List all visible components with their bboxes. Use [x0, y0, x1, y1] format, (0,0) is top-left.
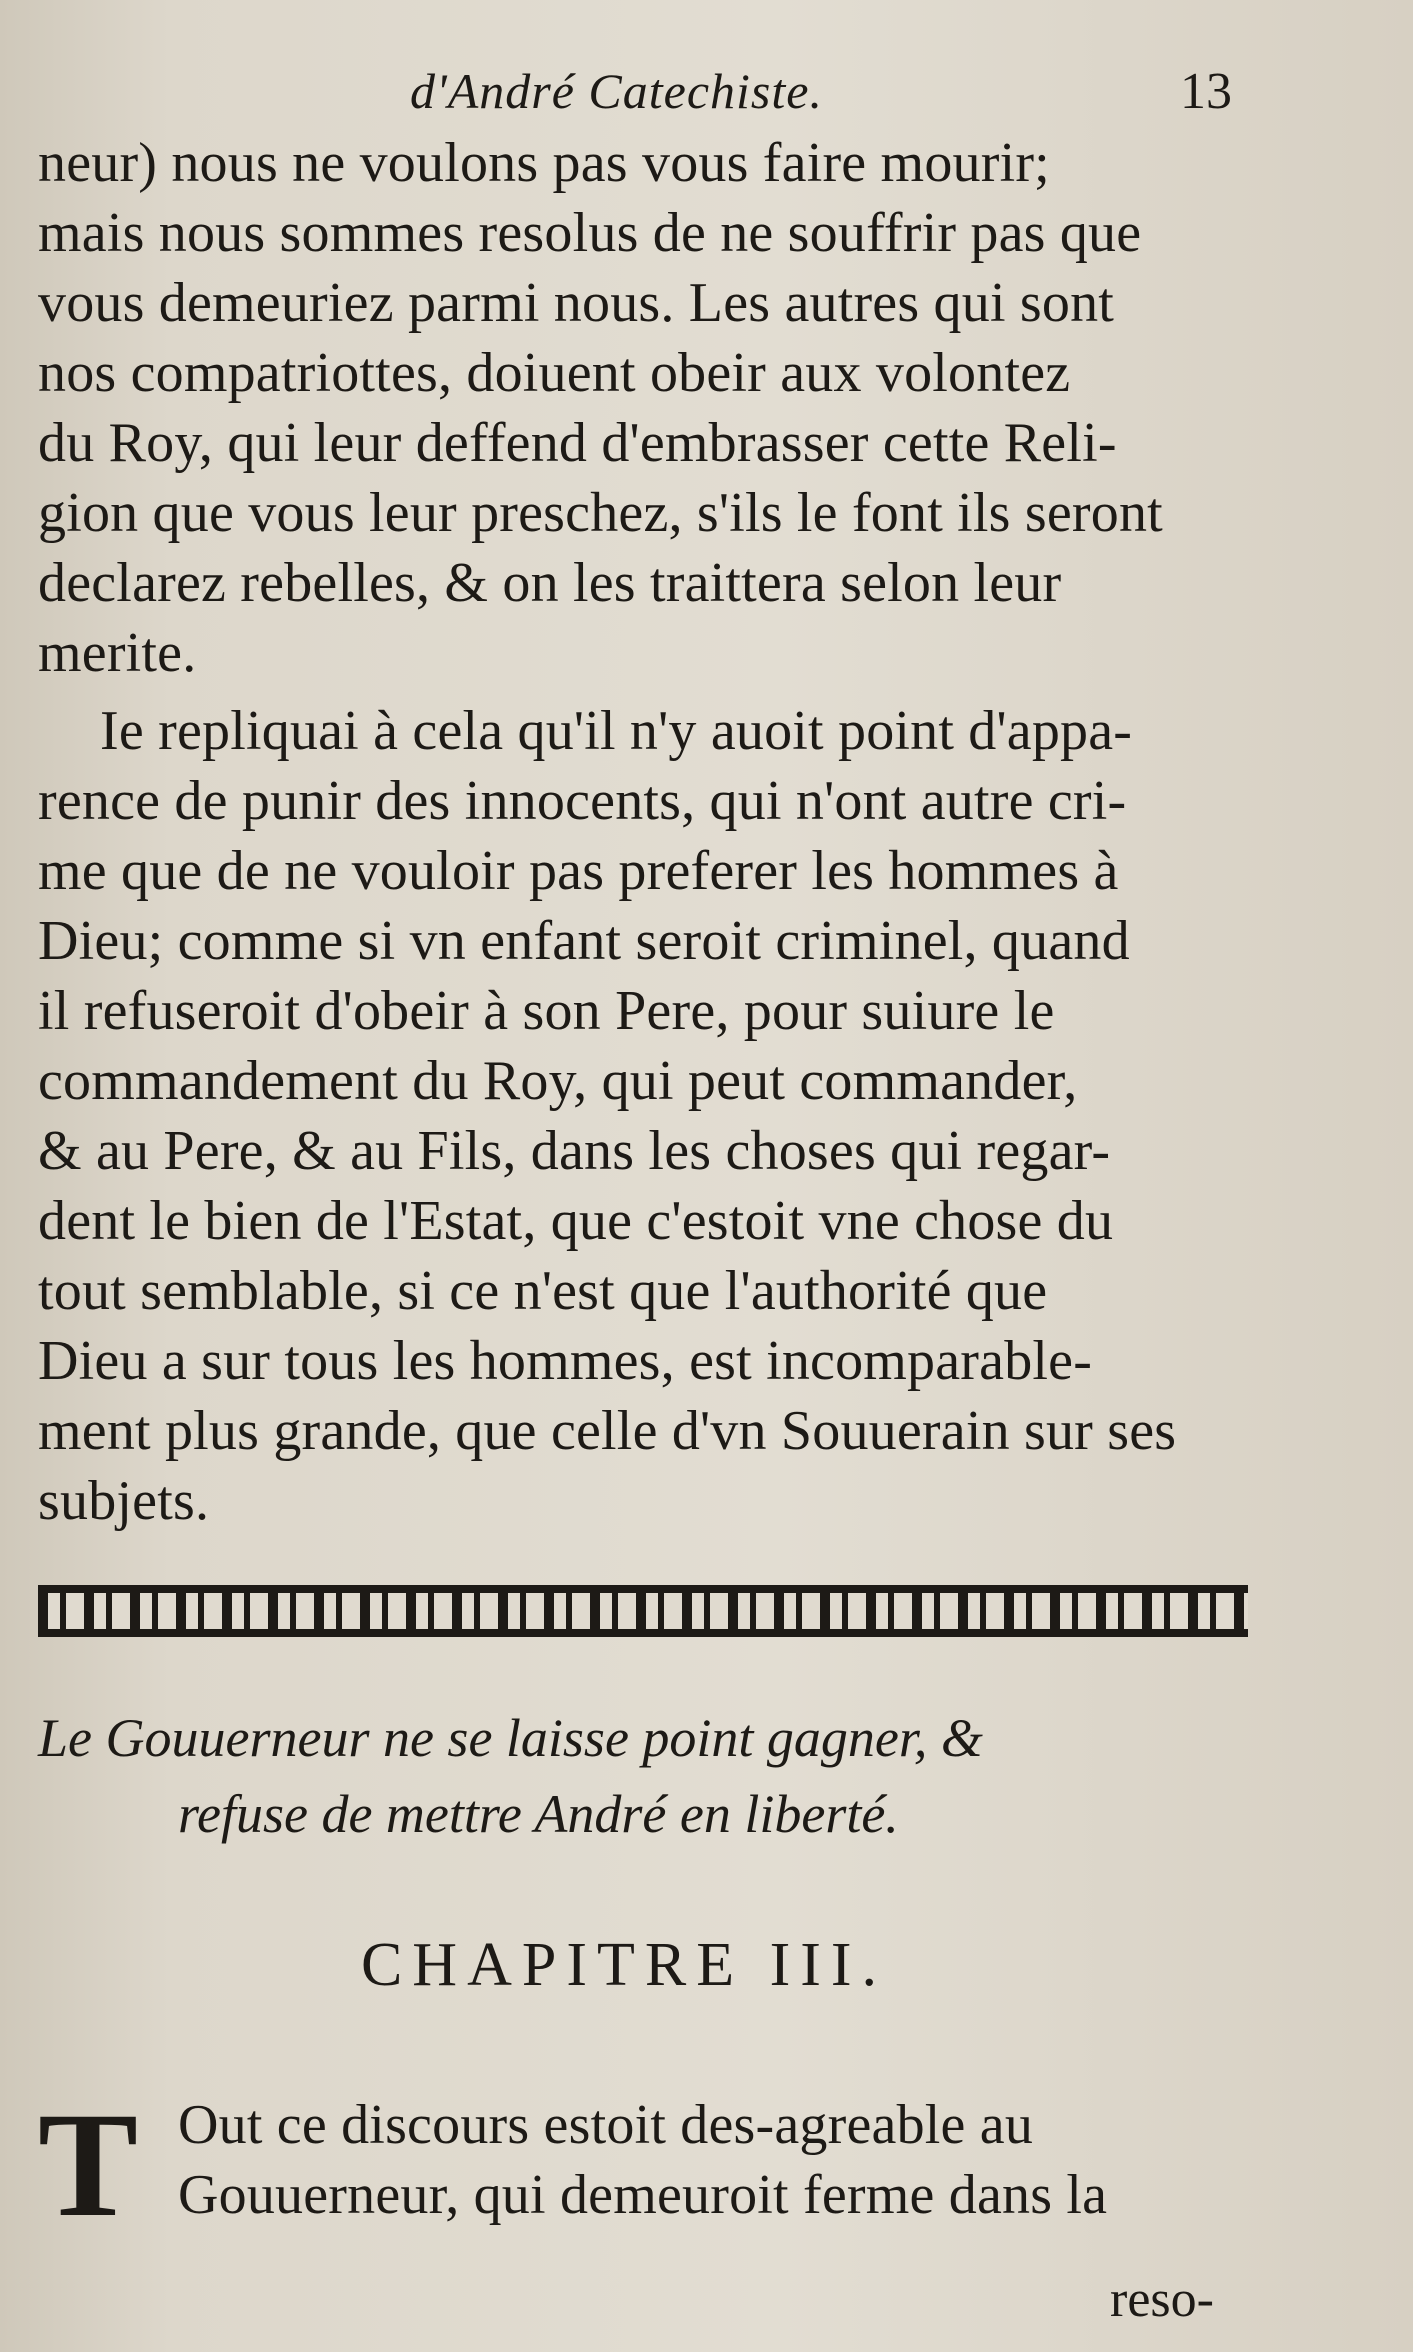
text-line: gion que vous leur preschez, s'ils le font ils seront [38, 482, 1163, 544]
text-line: Ie repliquai à cela qu'il n'y auoit point d'appa- [100, 700, 1133, 762]
text-line: declarez rebelles, & on les traittera selon leur [38, 552, 1062, 614]
text-line: merite. [38, 622, 197, 684]
text-line: & au Pere, & au Fils, dans les choses qui regar- [38, 1120, 1111, 1182]
running-head: d'André Catechiste. [410, 63, 823, 119]
page-number: 13 [1180, 63, 1232, 120]
text-line: subjets. [38, 1470, 210, 1532]
chapter-title: CHAPITRE III. [360, 1931, 888, 1999]
text-line: nos compatriottes, doiuent obeir aux volontez [38, 342, 1071, 404]
text-line: me que de ne vouloir pas preferer les hommes à [38, 840, 1119, 902]
text-line: du Roy, qui leur deffend d'embrasser cette Reli- [38, 412, 1117, 474]
main-text [38, 128, 1248, 1536]
summary-line: Le Gouuerneur ne se laisse point gagner, & [38, 1708, 983, 1768]
text-line: il refuseroit d'obeir à son Pere, pour suiure le [38, 980, 1055, 1042]
drop-cap: T [38, 2082, 139, 2248]
text-line: Out ce discours estoit des-agreable au [178, 2094, 1034, 2156]
text-line: commandement du Roy, qui peut commander, [38, 1050, 1078, 1112]
text-line: neur) nous ne voulons pas vous faire mourir; [38, 132, 1050, 194]
catchword: reso- [1110, 2271, 1214, 2328]
chapter-opening [38, 2082, 1248, 2248]
summary-line: refuse de mettre André en liberté. [178, 1784, 899, 1844]
text-line: Dieu; comme si vn enfant seroit criminel, quand [38, 910, 1130, 972]
text-line: ment plus grande, que celle d'vn Souuerain sur ses [38, 1400, 1177, 1462]
text-line: Dieu a sur tous les hommes, est incomparable- [38, 1330, 1093, 1392]
chapter-summary [38, 1700, 1248, 1852]
text-line: tout semblable, si ce n'est que l'authorité que [38, 1260, 1048, 1322]
text-line: rence de punir des innocents, qui n'ont autre cri- [38, 770, 1127, 832]
text-line: vous demeuriez parmi nous. Les autres qui sont [38, 272, 1115, 334]
text-line: mais nous sommes resolus de ne souffrir pas que [38, 202, 1142, 264]
decorative-rule [38, 1585, 1248, 1637]
text-line: dent le bien de l'Estat, que c'estoit vne chose du [38, 1190, 1114, 1252]
text-line: Gouuerneur, qui demeuroit ferme dans la [178, 2164, 1108, 2226]
